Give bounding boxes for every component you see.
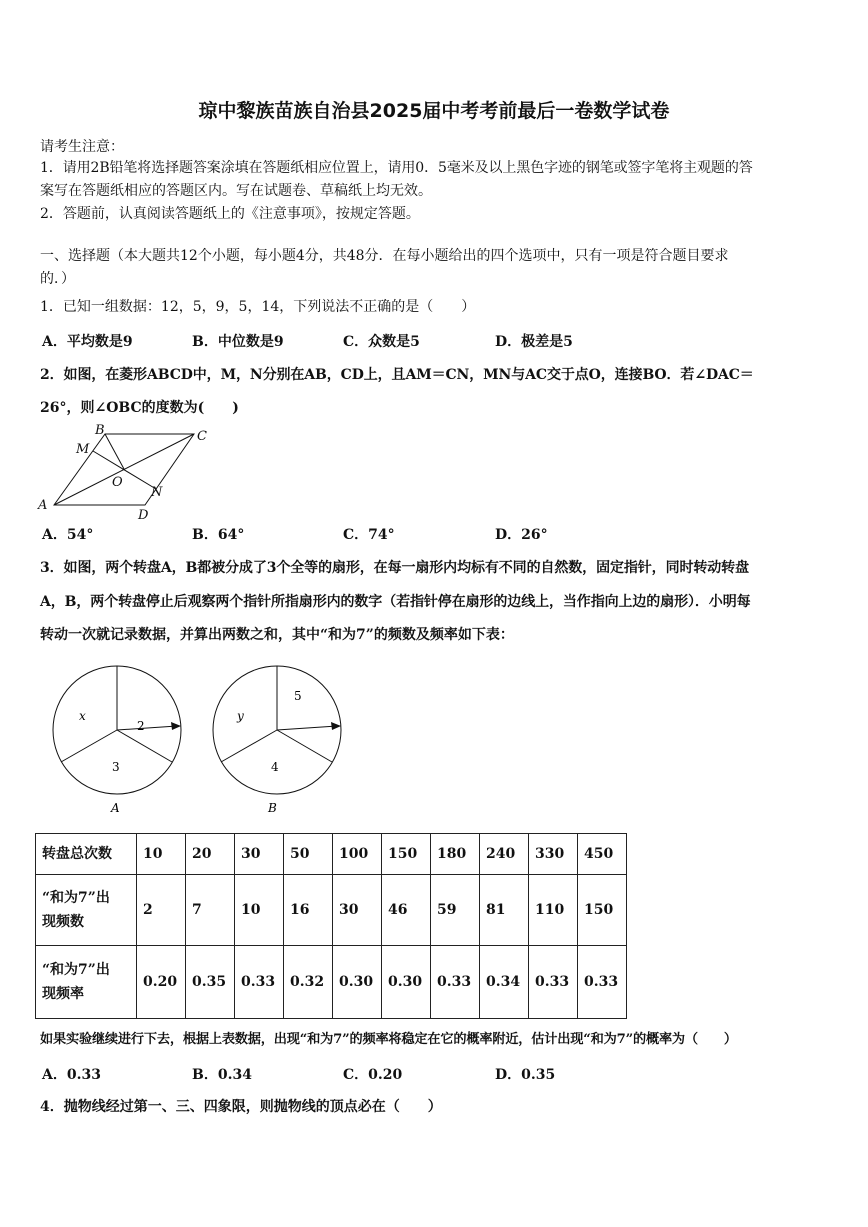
table-header-rates-line-2: 现频率 — [42, 986, 84, 1002]
table-cell: 0.33 — [235, 946, 284, 1019]
table-cell: 240 — [480, 834, 529, 875]
table-cell: 0.32 — [284, 946, 333, 1019]
table-cell: 30 — [333, 875, 382, 946]
label-point-m: M — [76, 442, 90, 457]
table-row-frequencies — [36, 875, 627, 946]
frequency-table — [35, 833, 627, 1019]
spinner-a-sector-bottom: 3 — [112, 760, 120, 774]
table-cell: 180 — [431, 834, 480, 875]
table-cell: 50 — [284, 834, 333, 875]
question-3-stem-line-1: 3．如图，两个转盘A，B都被分成了3个全等的扇形，在每一扇形内均标有不同的自然数，固定指针，同时转动转盘 — [40, 560, 749, 576]
question-3-option-b: B．0.34 — [192, 1067, 252, 1083]
spinner-b-sector-top-right: 5 — [294, 689, 302, 703]
question-3-option-c: C．0.20 — [343, 1067, 403, 1083]
spinner-a-arrowhead — [171, 722, 181, 730]
table-row-rates — [36, 946, 627, 1019]
question-3-follow-up: 如果实验继续进行下去，根据上表数据，出现“和为7”的频率将稳定在它的概率附近，估计出现“和为7”的概率为（ ） — [40, 1032, 737, 1047]
table-cell: 10 — [235, 875, 284, 946]
table-cell: 16 — [284, 875, 333, 946]
question-3-stem-line-3: 转动一次就记录数据，并算出两数之和，其中“和为7”的频数及频率如下表： — [40, 627, 514, 643]
spinner-b-label: B — [268, 801, 277, 815]
spinner-b-sector-bottom: 4 — [271, 760, 279, 774]
question-1-stem: 1．已知一组数据：12，5，9，5，14，下列说法不正确的是（ ） — [40, 299, 476, 315]
question-3-option-d: D．0.35 — [495, 1067, 556, 1083]
table-cell: 30 — [235, 834, 284, 875]
question-2-stem-line-2: 26°，则∠OBC的度数为( ) — [40, 400, 239, 416]
page-title: 琼中黎族苗族自治县2025届中考考前最后一卷数学试卷 — [198, 100, 670, 122]
label-point-b: B — [95, 423, 105, 438]
notice-heading: 请考生注意： — [40, 139, 124, 155]
table-header-frequencies — [36, 875, 137, 946]
section-heading-line-2: 的．） — [40, 271, 75, 287]
table-cell: 150 — [382, 834, 431, 875]
table-cell: 2 — [137, 875, 186, 946]
notice-item-1-line-2: 案写在答题纸相应的答题区内。写在试题卷、草稿纸上均无效。 — [40, 183, 432, 199]
spinner-a-sector-top-right: 2 — [137, 719, 145, 733]
question-3-option-a: A．0.33 — [42, 1067, 101, 1083]
rhombus-figure — [30, 422, 230, 522]
notice-item-1-line-1: 1．请用2B铅笔将选择题答案涂填在答题纸相应位置上，请用0．5毫米及以上黑色字迹的钢笔或签字笔将主观题的答 — [40, 160, 753, 176]
table-cell: 0.33 — [578, 946, 627, 1019]
table-cell: 7 — [186, 875, 235, 946]
label-point-o: O — [112, 475, 123, 490]
question-2-option-d: D．26° — [495, 527, 548, 543]
question-4-stem: 4．抛物线经过第一、三、四象限，则抛物线的顶点必在（ ） — [40, 1099, 442, 1115]
spinner-b-sector-left: y — [237, 709, 244, 723]
question-3-stem-line-2: A，B，两个转盘停止后观察两个指针所指扇形内的数字（若指针停在扇形的边线上，当作指向上边的扇形）．小明每 — [40, 594, 751, 610]
spinner-a — [53, 666, 181, 815]
table-cell: 0.30 — [333, 946, 382, 1019]
notice-item-2: 2．答题前，认真阅读答题纸上的《注意事项》，按规定答题。 — [40, 206, 420, 222]
segment-mn — [93, 451, 156, 489]
table-cell: 150 — [578, 875, 627, 946]
spinner-b-pointer — [277, 726, 337, 730]
spinner-b — [213, 666, 341, 815]
table-cell: 0.30 — [382, 946, 431, 1019]
label-point-a: A — [38, 498, 48, 513]
table-cell: 0.34 — [480, 946, 529, 1019]
table-header-rates-line-1: “和为7”出 — [42, 962, 110, 978]
label-point-n: N — [151, 485, 163, 500]
table-cell: 10 — [137, 834, 186, 875]
table-cell: 100 — [333, 834, 382, 875]
question-2-option-a: A．54° — [42, 527, 94, 543]
label-point-d: D — [138, 508, 149, 522]
spinner-a-sector-left: x — [79, 709, 86, 723]
table-header-totals: 转盘总次数 — [36, 834, 137, 875]
table-cell: 0.20 — [137, 946, 186, 1019]
spinners-figure — [45, 660, 365, 820]
table-cell: 330 — [529, 834, 578, 875]
table-cell: 20 — [186, 834, 235, 875]
spinner-a-label: A — [111, 801, 120, 815]
spinner-b-arrowhead — [331, 722, 341, 730]
question-2-stem-line-1: 2．如图，在菱形ABCD中，M，N分别在AB，CD上，且AM＝CN，MN与AC交于点O，连接BO．若∠DAC＝ — [40, 367, 754, 383]
table-header-frequencies-line-1: “和为7”出 — [42, 890, 110, 906]
table-cell: 0.33 — [431, 946, 480, 1019]
table-cell: 81 — [480, 875, 529, 946]
question-2-option-b: B．64° — [192, 527, 245, 543]
label-point-c: C — [197, 429, 207, 444]
table-cell: 0.35 — [186, 946, 235, 1019]
spinner-a-pointer — [117, 726, 177, 730]
question-1-option-b: B．中位数是9 — [192, 334, 284, 350]
question-1-option-c: C．众数是5 — [343, 334, 420, 350]
table-cell: 0.33 — [529, 946, 578, 1019]
table-cell: 110 — [529, 875, 578, 946]
question-1-option-d: D．极差是5 — [495, 334, 573, 350]
table-row-totals — [36, 834, 627, 875]
table-header-frequencies-line-2: 现频数 — [42, 914, 84, 930]
section-heading-line-1: 一、选择题（本大题共12个小题，每小题4分，共48分．在每小题给出的四个选项中，只有一项是符合题目要求 — [40, 248, 729, 264]
table-cell: 450 — [578, 834, 627, 875]
question-1-option-a: A．平均数是9 — [42, 334, 133, 350]
question-2-option-c: C．74° — [343, 527, 395, 543]
table-header-rates — [36, 946, 137, 1019]
table-cell: 46 — [382, 875, 431, 946]
table-cell: 59 — [431, 875, 480, 946]
